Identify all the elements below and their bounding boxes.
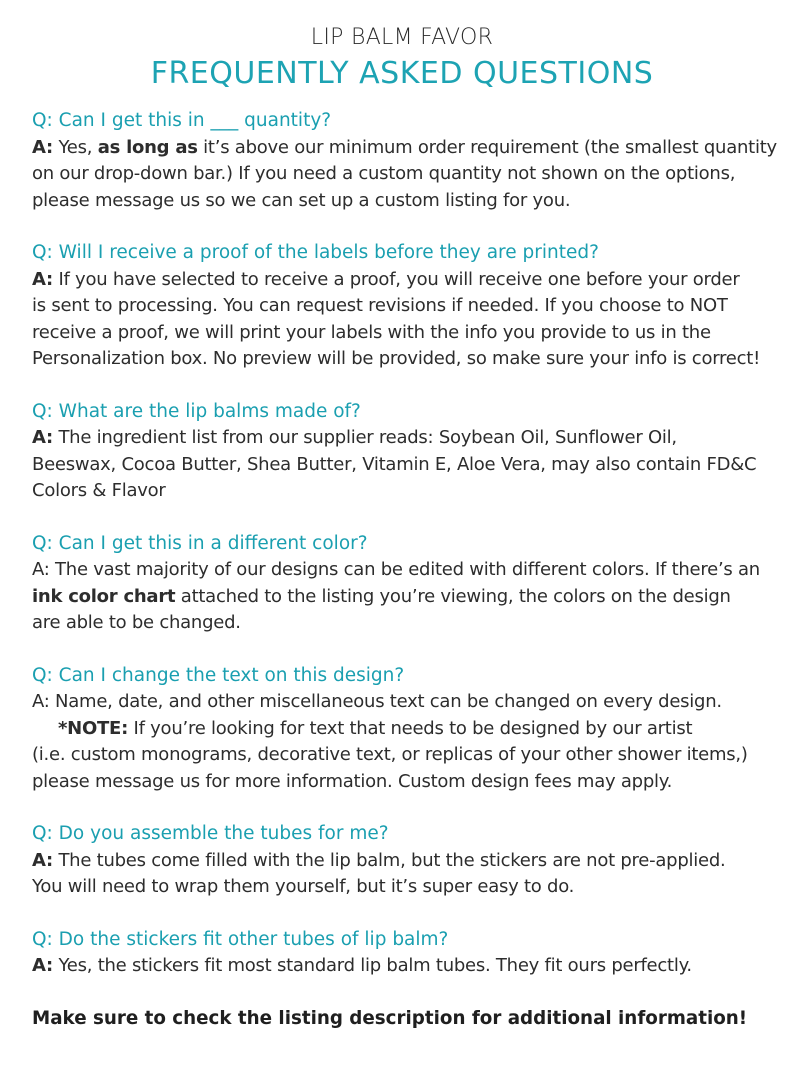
answer-text: please message us so we can set up a custom listing for you. — [32, 189, 571, 211]
answer-text: attached to the listing you’re viewing, the colors on the design — [175, 585, 731, 607]
answer — [32, 425, 772, 505]
answer — [32, 135, 777, 215]
answer-label: A: — [32, 691, 50, 712]
answer-text: Name, date, and other miscellaneous text can be changed on every design. — [49, 691, 722, 712]
answer-text: receive a proof, we will print your labels with the info you provide to us in the — [32, 321, 711, 343]
question: Q: Can I get this in ___ quantity? — [32, 110, 332, 131]
faq-item-text — [32, 663, 772, 796]
answer-label: A: — [32, 268, 53, 290]
answer — [32, 557, 772, 637]
answer-text: Beeswax, Cocoa Butter, Shea Butter, Vitamin E, Aloe Vera, may also contain FD&C — [32, 453, 757, 475]
answer — [32, 689, 772, 795]
answer-text: Yes, — [52, 136, 98, 158]
answer-label: A: — [32, 559, 50, 580]
answer-text: Yes, the stickers fit most standard lip balm tubes. They fit ours perfectly. — [52, 955, 692, 976]
question: Q: What are the lip balms made of? — [32, 400, 361, 422]
answer — [32, 848, 772, 901]
answer — [32, 267, 772, 373]
faq-item-proof — [32, 240, 772, 373]
answer-text: If you’re looking for text that needs to be designed by our artist — [128, 717, 693, 739]
answer-label: A: — [32, 427, 53, 448]
header — [32, 0, 772, 92]
question: Q: Can I change the text on this design? — [32, 664, 405, 686]
answer-label: A: — [32, 849, 53, 871]
answer-text: Colors & Flavor — [32, 480, 166, 501]
faq-item-color — [32, 531, 772, 637]
note-label: *NOTE: — [58, 717, 129, 739]
question: Q: Do you assemble the tubes for me? — [32, 823, 389, 844]
faq-list — [32, 108, 777, 980]
emphasis-text: as long as — [97, 136, 198, 158]
emphasis-text: ink color chart — [32, 585, 176, 607]
answer-text: (i.e. custom monograms, decorative text, or replicas of your other shower items,) — [32, 744, 748, 765]
page-subtitle: LIP BALM FAVOR — [310, 25, 494, 50]
answer-text: on our drop-down bar.) If you need a custom quantity not shown on the options, — [32, 163, 736, 184]
answer-text: The tubes come filled with the lip balm, but the stickers are not pre-applied. — [52, 849, 726, 871]
answer-text: it’s above our minimum order requirement (the smallest quantity — [197, 136, 777, 158]
faq-item-assemble — [32, 821, 772, 901]
answer-text: Personalization box. No preview will be provided, so make sure your info is correct! — [32, 348, 761, 369]
answer-text: If you have selected to receive a proof, you will receive one before your order — [52, 268, 740, 290]
page-title: FREQUENTLY ASKED QUESTIONS — [150, 56, 654, 91]
question: Q: Will I receive a proof of the labels before they are printed? — [32, 242, 599, 263]
footer-note: Make sure to check the listing description for additional information! — [32, 1007, 748, 1029]
answer-label: A: — [32, 955, 53, 976]
faq-item-ingredients — [32, 399, 772, 505]
answer-text: The vast majority of our designs can be edited with different colors. If there’s an — [49, 559, 760, 580]
answer-text: is sent to processing. You can request revisions if needed. If you choose to NOT — [32, 295, 728, 316]
answer-text: are able to be changed. — [32, 612, 241, 633]
answer-text: You will need to wrap them yourself, but it’s super easy to do. — [32, 876, 575, 897]
question: Q: Do the stickers fit other tubes of lip balm? — [32, 928, 449, 950]
answer-text: please message us for more information. Custom design fees may apply. — [32, 770, 673, 792]
answer — [32, 953, 772, 980]
question: Q: Can I get this in a different color? — [32, 532, 368, 554]
faq-item-fit — [32, 927, 772, 980]
answer-label: A: — [32, 136, 53, 158]
answer-text: The ingredient list from our supplier reads: Soybean Oil, Sunflower Oil, — [52, 427, 677, 448]
faq-item-quantity — [32, 108, 777, 214]
